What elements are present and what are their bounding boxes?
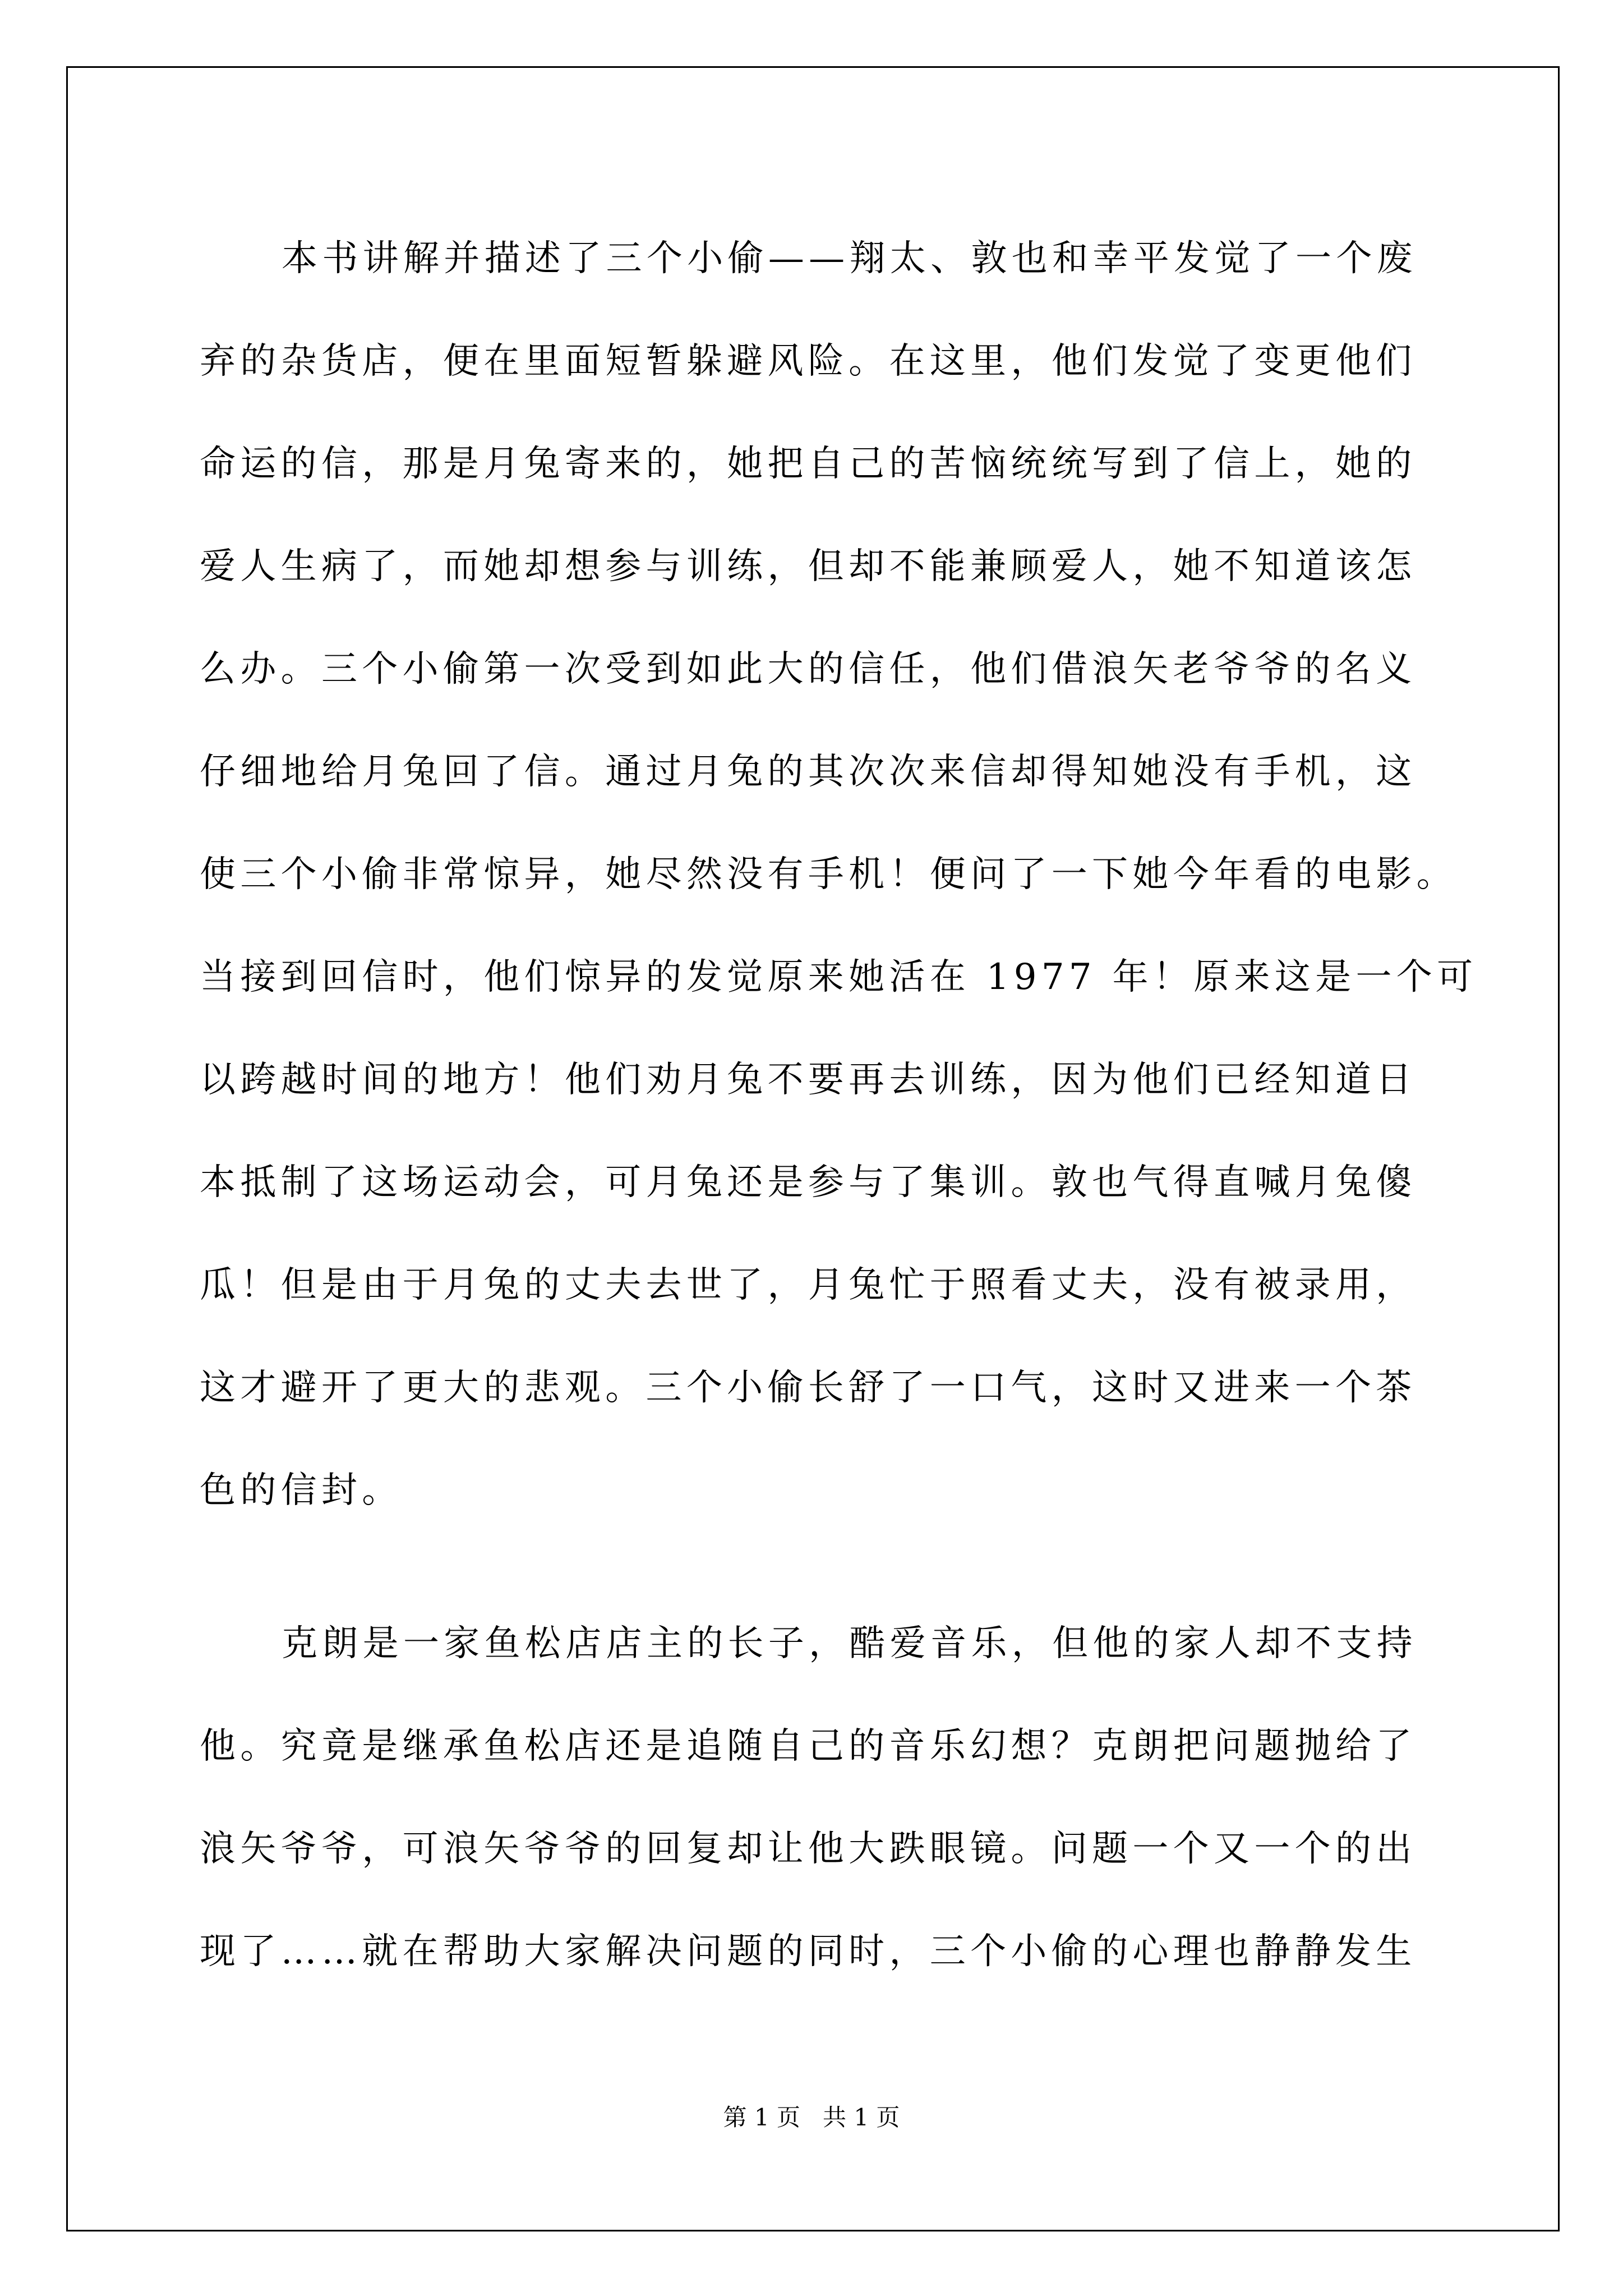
document-body — [200, 208, 1478, 2003]
text-line: 克朗是一家鱼松店店主的长子，酷爱音乐，但他的家人却不支持 — [282, 1623, 1417, 1664]
text-line: 以跨越时间的地方！他们劝月兔不要再去训练，因为他们已经知道日 — [200, 1059, 1417, 1101]
text-line: 现了……就在帮助大家解决问题的同时，三个小偷的心理也静静发生 — [200, 1931, 1417, 1972]
page-total: 共 1 页 — [823, 2104, 900, 2131]
text-line: 浪矢爷爷，可浪矢爷爷的回复却让他大跌眼镜。问题一个又一个的出 — [200, 1828, 1417, 1870]
paragraph-spacer — [200, 1542, 1433, 1593]
text-line: 当接到回信时，他们惊异的发觉原来她活在 1977 年！原来这是一个可 — [200, 956, 1478, 998]
text-line: 瓜！但是由于月兔的丈夫去世了，月兔忙于照看丈夫，没有被录用， — [200, 1264, 1417, 1306]
page-number: 第 1 页 — [723, 2104, 800, 2131]
paragraph-2 — [200, 1593, 1433, 2003]
text-line: 使三个小偷非常惊异，她尽然没有手机！便问了一下她今年看的电影。 — [200, 854, 1457, 895]
text-line: 么办。三个小偷第一次受到如此大的信任，他们借浪矢老爷爷的名义 — [200, 648, 1417, 690]
paragraph-1 — [200, 208, 1478, 1542]
text-line: 这才避开了更大的悲观。三个小偷长舒了一口气，这时又进来一个茶 — [200, 1367, 1417, 1409]
text-line: 他。究竟是继承鱼松店还是追随自己的音乐幻想？克朗把问题抛给了 — [200, 1726, 1417, 1767]
text-line: 仔细地给月兔回了信。通过月兔的其次次来信却得知她没有手机，这 — [200, 751, 1417, 793]
page-footer — [0, 2101, 1623, 2134]
text-line: 色的信封。 — [200, 1470, 403, 1511]
text-line: 爱人生病了，而她却想参与训练，但却不能兼顾爱人，她不知道该怎 — [200, 546, 1417, 587]
text-line: 本书讲解并描述了三个小偷——翔太、敦也和幸平发觉了一个废 — [282, 238, 1417, 279]
text-line: 弃的杂货店，便在里面短暂躲避风险。在这里，他们发觉了变更他们 — [200, 341, 1417, 382]
text-line: 本抵制了这场运动会，可月兔还是参与了集训。敦也气得直喊月兔傻 — [200, 1162, 1417, 1203]
text-line: 命运的信，那是月兔寄来的，她把自己的苦恼统统写到了信上，她的 — [200, 443, 1417, 485]
